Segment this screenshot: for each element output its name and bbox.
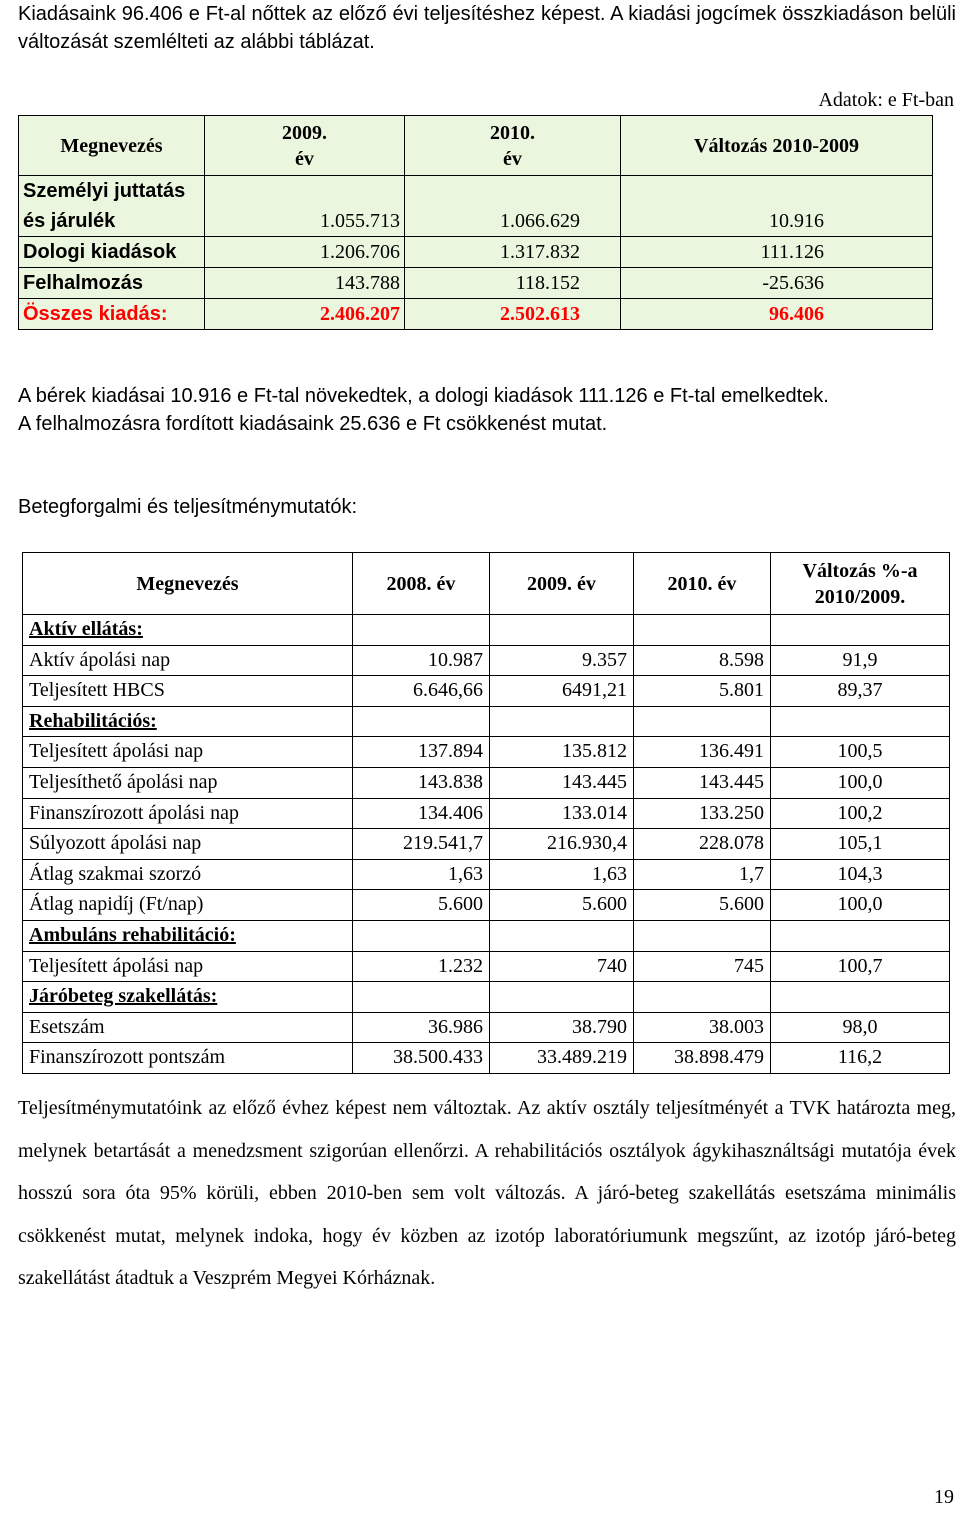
- cell-change: 98,0: [771, 1012, 950, 1043]
- cell-change: 100,5: [771, 737, 950, 768]
- row-label: Finanszírozott pontszám: [23, 1043, 353, 1074]
- table-row: [23, 767, 950, 798]
- cell-2010: 5.600: [634, 890, 771, 921]
- header-name: Megnevezés: [19, 116, 205, 176]
- cell-2008: 36.986: [353, 1012, 490, 1043]
- row-label: Finanszírozott ápolási nap: [23, 798, 353, 829]
- cell-2009: 740: [490, 951, 634, 982]
- cell-2009: 33.489.219: [490, 1043, 634, 1074]
- cell-2010: 745: [634, 951, 771, 982]
- row-label: Dologi kiadások: [19, 237, 205, 268]
- header-change: Változás 2010-2009: [621, 116, 933, 176]
- expenses-row: [19, 268, 933, 299]
- expenses-row: [19, 237, 933, 268]
- cell-2009: 133.014: [490, 798, 634, 829]
- cell-2010: 38.898.479: [634, 1043, 771, 1074]
- page-number: 19: [934, 1486, 954, 1508]
- cell-change: 111.126: [621, 237, 933, 268]
- perf-header-2009: 2009. év: [490, 553, 634, 615]
- table-row: [23, 645, 950, 676]
- cell-change: 100,0: [771, 767, 950, 798]
- cell-2010: 5.801: [634, 676, 771, 707]
- perf-header-row: [23, 553, 950, 615]
- cell-2008: 143.838: [353, 767, 490, 798]
- section-row: [23, 706, 950, 737]
- row-label: Súlyozott ápolási nap: [23, 829, 353, 860]
- cell-2010: 118.152: [405, 268, 621, 299]
- cell-2008: 38.500.433: [353, 1043, 490, 1074]
- total-2009: 2.406.207: [205, 299, 405, 330]
- total-change: 96.406: [621, 299, 933, 330]
- cell-2010: 143.445: [634, 767, 771, 798]
- total-label: Összes kiadás:: [19, 299, 205, 330]
- cell-2009: 5.600: [490, 890, 634, 921]
- row-label: Teljesített HBCS: [23, 676, 353, 707]
- table-row: [23, 1012, 950, 1043]
- cell-2010: 228.078: [634, 829, 771, 860]
- expenses-total-row: [19, 299, 933, 330]
- cell-2010: 1.066.629: [405, 176, 621, 237]
- section-rehab: Rehabilitációs:: [23, 706, 353, 737]
- cell-2008: 5.600: [353, 890, 490, 921]
- total-2010: 2.502.613: [405, 299, 621, 330]
- section-row: [23, 982, 950, 1013]
- row-label: Teljesített ápolási nap: [23, 737, 353, 768]
- table-row: [23, 951, 950, 982]
- unit-note: Adatok: e Ft-ban: [818, 89, 954, 111]
- cell-2008: 1,63: [353, 859, 490, 890]
- cell-2010: 38.003: [634, 1012, 771, 1043]
- cell-2009: 143.445: [490, 767, 634, 798]
- intro-paragraph: Kiadásaink 96.406 e Ft-al nőttek az előző évi teljesítéshez képest. A kiadási jogcímek összkiadáson belüli változását szemlélteti az alábbi táblázat.: [18, 3, 956, 53]
- cell-2009: 135.812: [490, 737, 634, 768]
- cell-2008: 1.232: [353, 951, 490, 982]
- cell-2009: 6491,21: [490, 676, 634, 707]
- row-label: Teljesített ápolási nap: [23, 951, 353, 982]
- section-jarobeteg: Járóbeteg szakellátás:: [23, 982, 353, 1013]
- cell-2008: 219.541,7: [353, 829, 490, 860]
- expenses-table: [18, 115, 933, 330]
- perf-title: Betegforgalmi és teljesítménymutatók:: [18, 496, 358, 518]
- cell-2009: 1,63: [490, 859, 634, 890]
- cell-change: -25.636: [621, 268, 933, 299]
- cell-2009: 1.055.713: [205, 176, 405, 237]
- row-label: Átlag napidíj (Ft/nap): [23, 890, 353, 921]
- perf-header-2008: 2008. év: [353, 553, 490, 615]
- row-label: Aktív ápolási nap: [23, 645, 353, 676]
- cell-2010: 8.598: [634, 645, 771, 676]
- table-row: [23, 676, 950, 707]
- section-row: [23, 920, 950, 951]
- expenses-row: [19, 176, 933, 237]
- cell-change: 91,9: [771, 645, 950, 676]
- closing-paragraph: Teljesítménymutatóink az előző évhez képest nem változtak. Az aktív osztály teljesítményét a TVK határozta meg, melynek betartását a menedzsment szigorúan ellenőrzi. A rehabilitációs osztályok ágykihasználtsági mutatója évek hosszú sora óta 95% körüli, ebben 2010-ben sem volt változás. A járó-beteg szakellátás esetszáma minimális csökkenést mutat, melynek indoka, hogy év közben az izotóp laboratóriumunk megszűnt, az izotóp járó-beteg szakellátást átadtuk a Veszprém Megyei Kórháznak.: [18, 1097, 956, 1289]
- perf-header-change: Változás %-a 2010/2009.: [771, 553, 950, 615]
- table-row: [23, 1043, 950, 1074]
- section-ambulans: Ambuláns rehabilitáció:: [23, 920, 353, 951]
- cell-2009: 216.930,4: [490, 829, 634, 860]
- cell-2009: 143.788: [205, 268, 405, 299]
- cell-change: 100,7: [771, 951, 950, 982]
- cell-2009: 9.357: [490, 645, 634, 676]
- cell-2010: 136.491: [634, 737, 771, 768]
- cell-change: 100,0: [771, 890, 950, 921]
- cell-change: 10.916: [621, 176, 933, 237]
- cell-2010: 1,7: [634, 859, 771, 890]
- expenses-header-row: [19, 116, 933, 176]
- cell-change: 89,37: [771, 676, 950, 707]
- section-aktiv: Aktív ellátás:: [23, 615, 353, 646]
- row-label: Átlag szakmai szorzó: [23, 859, 353, 890]
- header-2009: 2009. év: [205, 116, 405, 176]
- row-label: Teljesíthető ápolási nap: [23, 767, 353, 798]
- cell-change: 116,2: [771, 1043, 950, 1074]
- cell-change: 104,3: [771, 859, 950, 890]
- cell-change: 100,2: [771, 798, 950, 829]
- cell-2009: 1.206.706: [205, 237, 405, 268]
- table-row: [23, 890, 950, 921]
- row-label: Személyi juttatás és járulék: [19, 176, 205, 237]
- cell-2008: 134.406: [353, 798, 490, 829]
- cell-2008: 6.646,66: [353, 676, 490, 707]
- perf-header-2010: 2010. év: [634, 553, 771, 615]
- cell-2008: 10.987: [353, 645, 490, 676]
- cell-change: 105,1: [771, 829, 950, 860]
- cell-2008: 137.894: [353, 737, 490, 768]
- table-row: [23, 829, 950, 860]
- header-2010: 2010. év: [405, 116, 621, 176]
- cell-2010: 1.317.832: [405, 237, 621, 268]
- performance-table: [22, 552, 950, 1074]
- section-row: [23, 615, 950, 646]
- row-label: Felhalmozás: [19, 268, 205, 299]
- table-row: [23, 798, 950, 829]
- row-label: Esetszám: [23, 1012, 353, 1043]
- cell-2009: 38.790: [490, 1012, 634, 1043]
- table-row: [23, 859, 950, 890]
- perf-header-name: Megnevezés: [23, 553, 353, 615]
- cell-2010: 133.250: [634, 798, 771, 829]
- change-paragraph: A bérek kiadásai 10.916 e Ft-tal növekedtek, a dologi kiadások 111.126 e Ft-tal emelkedtek. A felhalmozásra fordított kiadásaink 25.636 e Ft csökkenést mutat.: [18, 385, 829, 435]
- table-row: [23, 737, 950, 768]
